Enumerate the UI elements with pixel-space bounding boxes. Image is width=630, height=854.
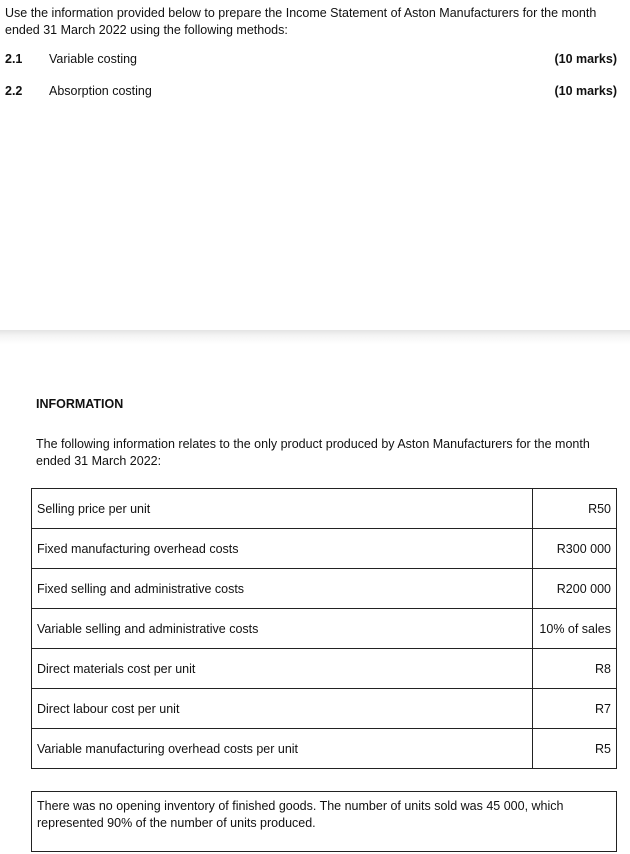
question-row-2-2: [5, 84, 617, 102]
table-row: [32, 489, 617, 529]
table-row: [32, 609, 617, 649]
question-marks: (10 marks): [554, 84, 617, 98]
table-row: [32, 649, 617, 689]
row-label: Variable selling and administrative costs: [32, 609, 533, 649]
information-heading: INFORMATION: [36, 397, 124, 411]
table-row: [32, 729, 617, 769]
row-value: R50: [533, 489, 617, 529]
row-value: R5: [533, 729, 617, 769]
question-number: 2.1: [5, 52, 23, 66]
table-row: [32, 529, 617, 569]
row-value: R300 000: [533, 529, 617, 569]
information-text: The following information relates to the only product produced by Aston Manufacturers for the month ended 31 March 2022:: [36, 437, 590, 468]
intro-text: Use the information provided below to prepare the Income Statement of Aston Manufacturers for the month ended 31 March 2022 using the following methods:: [5, 6, 597, 37]
row-value: R200 000: [533, 569, 617, 609]
table-row: [32, 689, 617, 729]
row-label: Fixed manufacturing overhead costs: [32, 529, 533, 569]
question-marks: (10 marks): [554, 52, 617, 66]
row-value: 10% of sales: [533, 609, 617, 649]
inventory-note: There was no opening inventory of finished goods. The number of units sold was 45 000, which represented 90% of the number of units produced.: [31, 791, 617, 852]
row-label: Selling price per unit: [32, 489, 533, 529]
row-value: R7: [533, 689, 617, 729]
table-row: [32, 569, 617, 609]
question-text: Absorption costing: [49, 84, 152, 98]
row-label: Variable manufacturing overhead costs per unit: [32, 729, 533, 769]
row-label: Direct labour cost per unit: [32, 689, 533, 729]
question-number: 2.2: [5, 84, 23, 98]
row-label: Fixed selling and administrative costs: [32, 569, 533, 609]
row-label: Direct materials cost per unit: [32, 649, 533, 689]
question-text: Variable costing: [49, 52, 138, 66]
information-table: [31, 488, 617, 769]
page-divider: [0, 330, 630, 344]
row-value: R8: [533, 649, 617, 689]
question-row-2-1: [5, 52, 617, 70]
